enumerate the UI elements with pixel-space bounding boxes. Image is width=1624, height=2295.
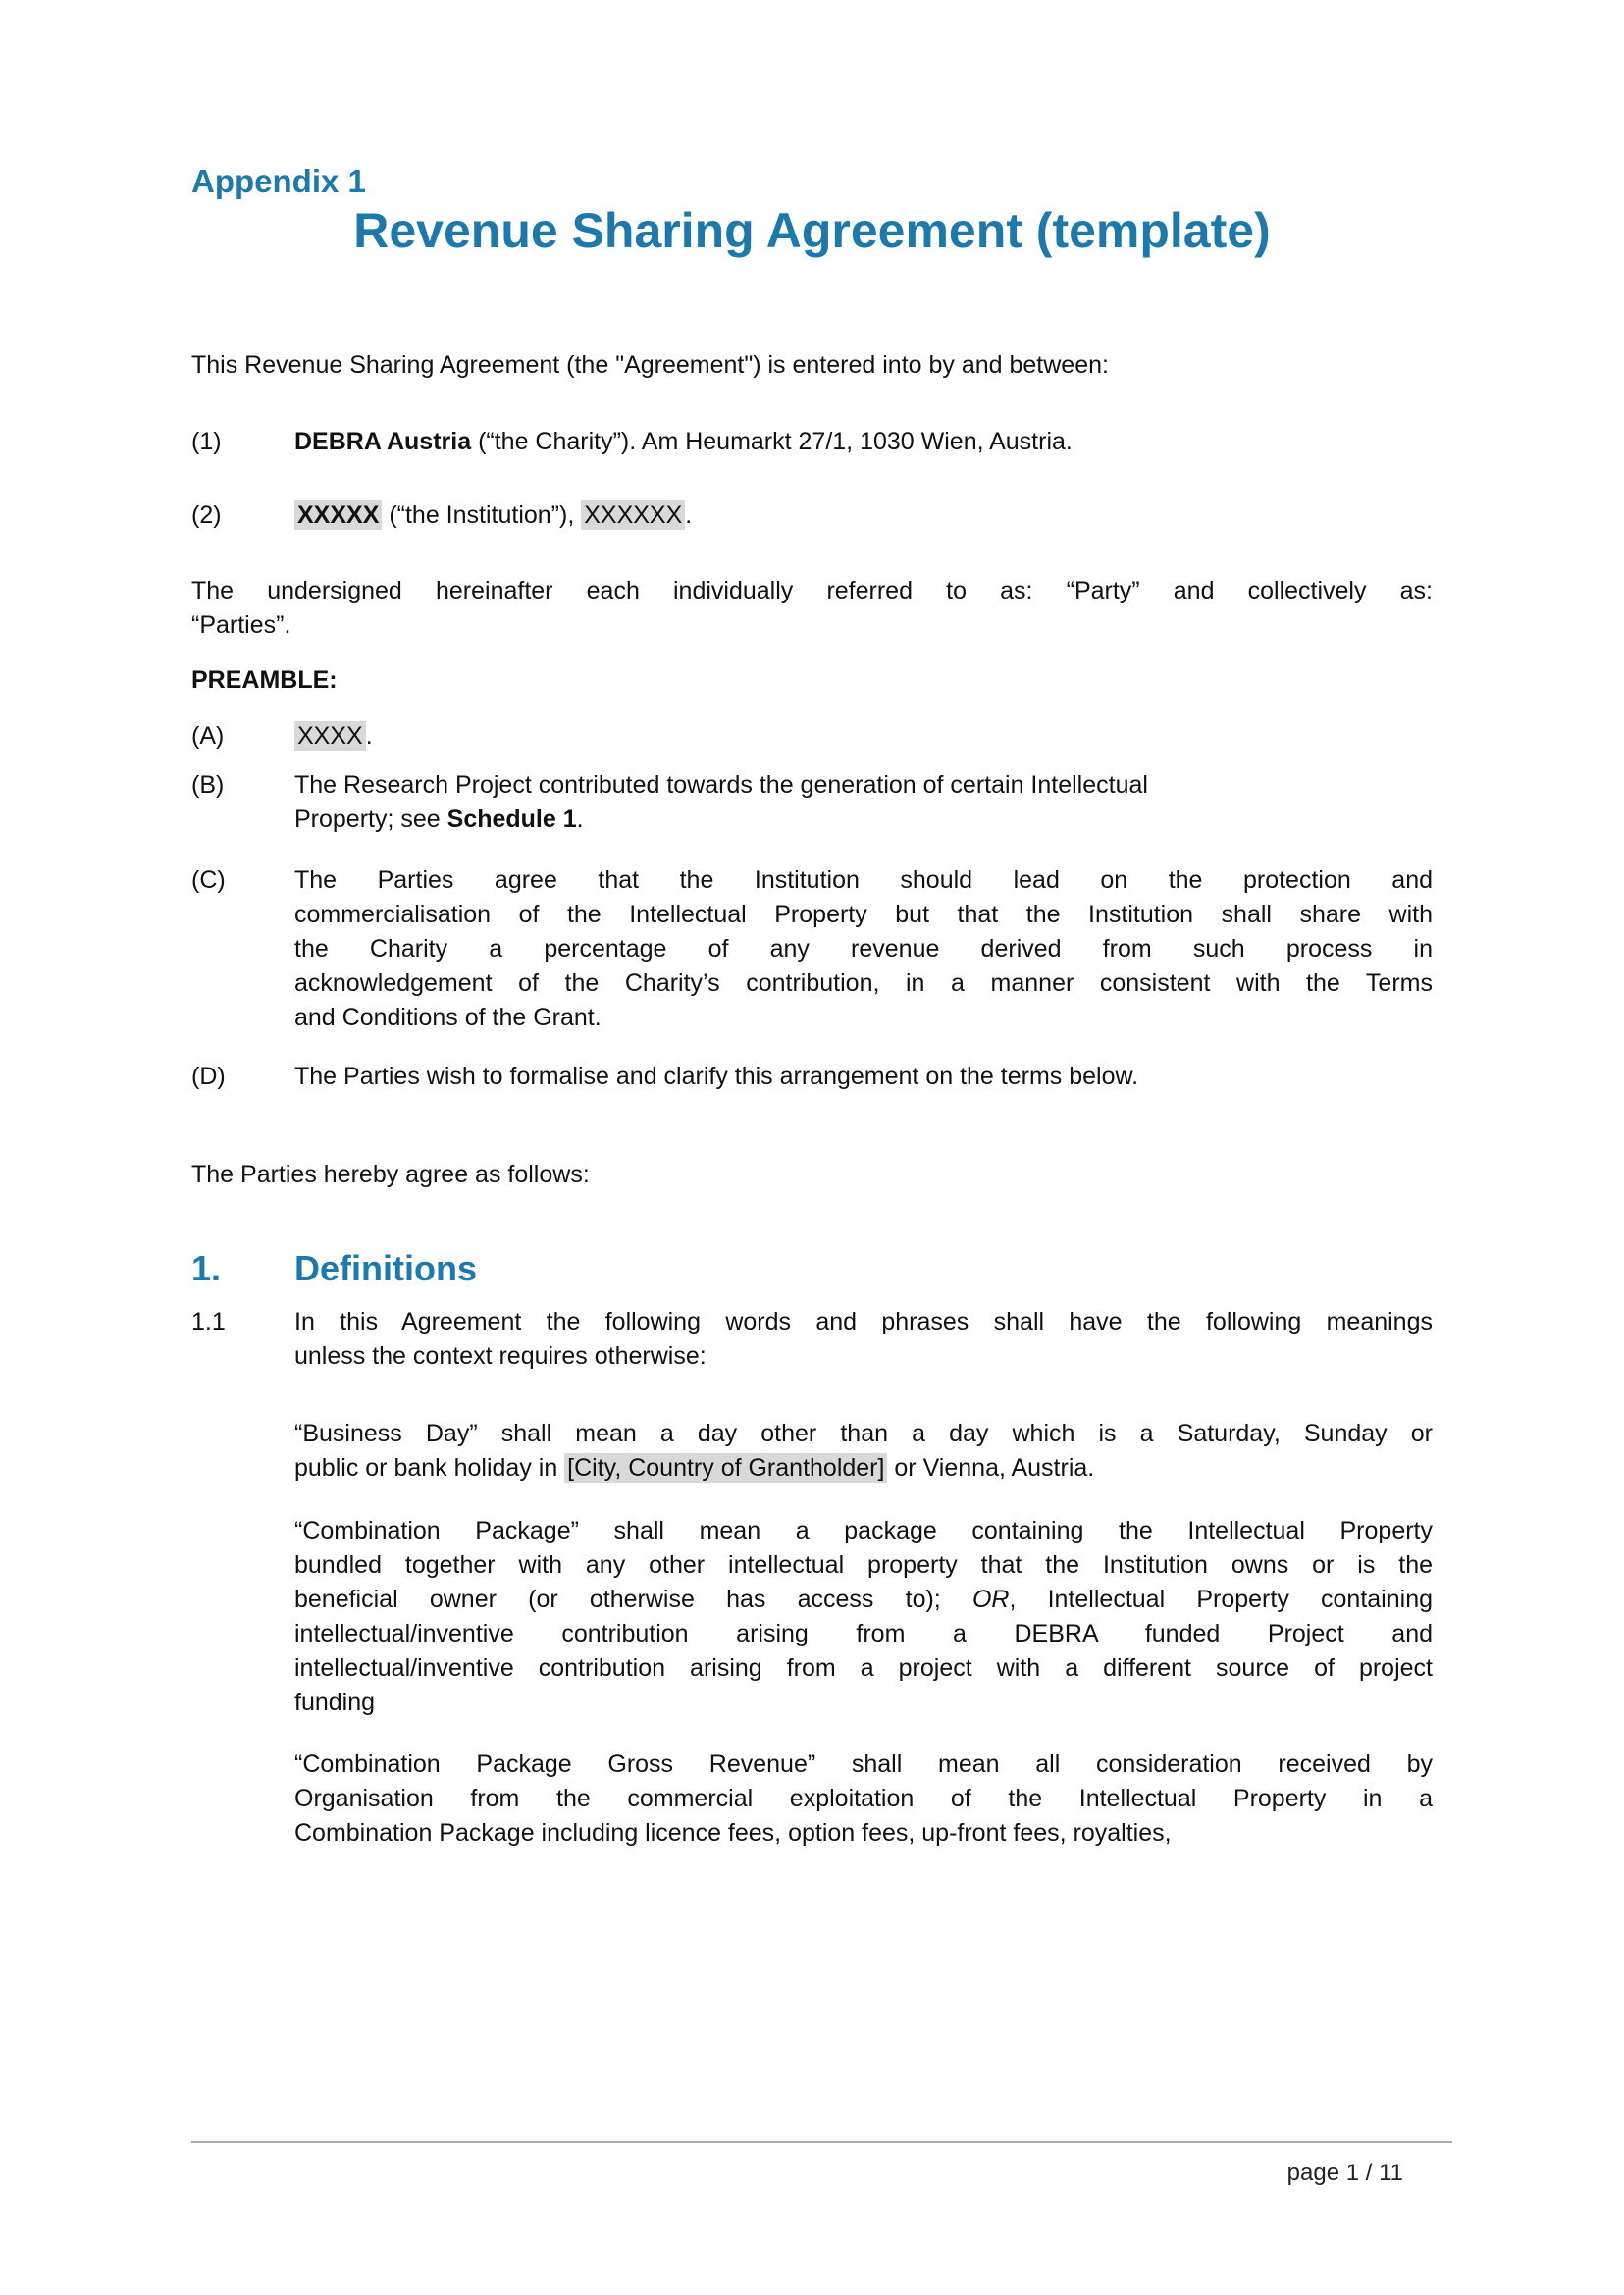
intro-paragraph: This Revenue Sharing Agreement (the "Agreement") is entered into by and between: bbox=[191, 351, 1109, 379]
paragraph-line: the Charity a percentage of any revenue derived from such process in bbox=[294, 935, 1433, 963]
footer-divider bbox=[191, 2141, 1452, 2143]
paragraph-line: The Parties wish to formalise and clarify this arrangement on the terms below. bbox=[294, 1063, 1139, 1090]
party-item-2 bbox=[191, 498, 1433, 533]
paragraph-line: commercialisation of the Intellectual Property but that the Institution shall share with bbox=[294, 901, 1433, 928]
clause-1-1 bbox=[191, 1305, 1433, 1374]
sentence-end: . bbox=[685, 501, 693, 529]
preamble-item-a bbox=[191, 719, 1433, 754]
line-text: , Intellectual Property containing bbox=[1009, 1586, 1433, 1613]
preamble-letter: (B) bbox=[191, 771, 225, 799]
appendix-label: Appendix 1 bbox=[191, 163, 366, 199]
preamble-letter: (C) bbox=[191, 866, 226, 894]
paragraph-line: bundled together with any other intellectual property that the Institution owns or is the bbox=[294, 1551, 1433, 1579]
undersigned-paragraph bbox=[191, 574, 1433, 643]
or-emphasis: OR bbox=[971, 1586, 1010, 1613]
preamble-heading: PREAMBLE: bbox=[191, 666, 338, 694]
agreement-lead-in: The Parties hereby agree as follows: bbox=[191, 1161, 590, 1188]
paragraph-line bbox=[294, 1451, 1433, 1486]
line-text: beneficial owner (or otherwise has access to); bbox=[294, 1586, 972, 1613]
definition-business-day bbox=[294, 1417, 1433, 1486]
paragraph-line: intellectual/inventive contribution arising from a project with a different source of project bbox=[294, 1654, 1433, 1682]
institution-placeholder-2: XXXXXX bbox=[581, 500, 685, 530]
definition-combination-package bbox=[294, 1514, 1433, 1720]
preamble-letter: (A) bbox=[191, 722, 225, 750]
section-title: Definitions bbox=[294, 1248, 477, 1288]
party-number: (1) bbox=[191, 428, 222, 455]
paragraph-line: unless the context requires otherwise: bbox=[294, 1342, 707, 1370]
paragraph-line: intellectual/inventive contribution arising from a DEBRA funded Project and bbox=[294, 1620, 1433, 1647]
sentence-end: . bbox=[365, 722, 373, 750]
party-name-bold: DEBRA Austria bbox=[294, 428, 472, 455]
definition-cp-gross-revenue bbox=[294, 1747, 1433, 1851]
preamble-item-c bbox=[191, 863, 1433, 1035]
paragraph-line: The Parties agree that the Institution should lead on the protection and bbox=[294, 866, 1433, 894]
party-details: (“the Charity”). Am Heumarkt 27/1, 1030 Wien, Austria. bbox=[471, 428, 1073, 455]
paragraph-line: funding bbox=[294, 1689, 376, 1716]
party-item-1 bbox=[191, 425, 1433, 459]
line-text: Property; see bbox=[294, 806, 447, 833]
party-details: (“the Institution”), bbox=[382, 501, 582, 529]
line-text: or Vienna, Austria. bbox=[887, 1454, 1095, 1482]
preamble-item-b bbox=[191, 768, 1433, 837]
document-title: Revenue Sharing Agreement (template) bbox=[353, 203, 1271, 258]
section-1-heading bbox=[191, 1246, 1433, 1291]
paragraph-line: “Parties”. bbox=[191, 611, 291, 639]
grantholder-placeholder: [City, Country of Grantholder] bbox=[564, 1453, 887, 1483]
paragraph-line: Organisation from the commercial exploitation of the Intellectual Property in a bbox=[294, 1785, 1433, 1812]
page-number: page 1 / 11 bbox=[1286, 2160, 1403, 2186]
line-text: public or bank holiday in bbox=[294, 1454, 565, 1482]
preamble-placeholder: XXXX bbox=[294, 721, 366, 751]
paragraph-line: “Combination Package Gross Revenue” shall mean all consideration received by bbox=[294, 1750, 1433, 1778]
preamble-item-d bbox=[191, 1060, 1433, 1094]
institution-placeholder: XXXXX bbox=[294, 500, 382, 530]
paragraph-line: In this Agreement the following words and phrases shall have the following meanings bbox=[294, 1308, 1433, 1335]
paragraph-line bbox=[294, 1583, 1433, 1617]
paragraph-line: “Combination Package” shall mean a package containing the Intellectual Property bbox=[294, 1517, 1433, 1544]
sentence-end: . bbox=[576, 806, 584, 833]
schedule-reference: Schedule 1 bbox=[446, 806, 577, 833]
clause-number: 1.1 bbox=[191, 1308, 226, 1335]
paragraph-line: The Research Project contributed towards the generation of certain Intellectual bbox=[294, 771, 1148, 799]
paragraph-line: The undersigned hereinafter each individually referred to as: “Party” and collectively as: bbox=[191, 577, 1433, 604]
preamble-letter: (D) bbox=[191, 1063, 226, 1090]
paragraph-line: Combination Package including licence fees, option fees, up-front fees, royalties, bbox=[294, 1819, 1172, 1847]
paragraph-line: “Business Day” shall mean a day other than a day which is a Saturday, Sunday or bbox=[294, 1420, 1433, 1447]
paragraph-line: and Conditions of the Grant. bbox=[294, 1004, 602, 1031]
section-number: 1. bbox=[191, 1248, 222, 1288]
party-number: (2) bbox=[191, 501, 222, 529]
paragraph-line: acknowledgement of the Charity’s contribution, in a manner consistent with the Terms bbox=[294, 969, 1433, 997]
paragraph-line bbox=[294, 803, 1433, 837]
